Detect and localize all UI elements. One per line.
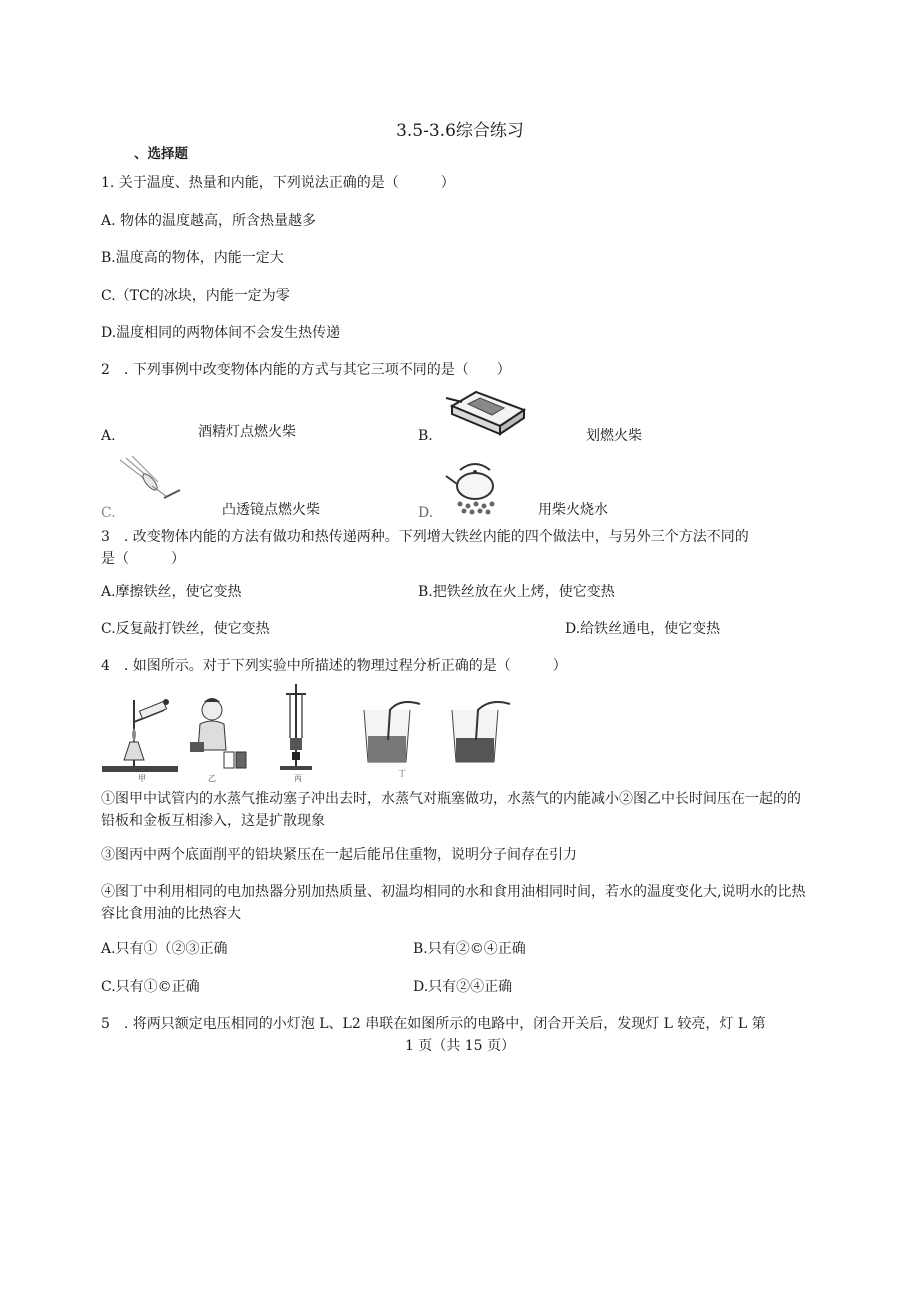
fig-label-jia: 甲 [138, 774, 146, 783]
q1-option-d: D.温度相同的两物体间不会发生热传递 [101, 325, 341, 341]
q4-statement-3: ③图丙中两个底面削平的铅块紧压在一起后能吊住重物，说明分子间存在引力 [101, 847, 577, 863]
q2-option-a-text: 酒精灯点燃火柴 [198, 424, 296, 440]
fig-label-bing: 丙 [294, 774, 302, 783]
page-footer: 1 页（共 15 页） [404, 1038, 516, 1054]
q4-option-b: B.只有②©④正确 [413, 941, 526, 957]
q4-option-a: A.只有①（②③正确 [101, 941, 228, 957]
lens-sunlight-image [116, 456, 184, 510]
q2-option-a-letter: A. [101, 428, 116, 444]
q2-option-b-text: 划燃火柴 [586, 428, 642, 444]
q2-option-b-letter: B. [418, 428, 433, 444]
q4-option-d: D.只有②④正确 [413, 979, 513, 995]
q2-stem: 2 . 下列事例中改变物体内能的方式与其它三项不同的是（ ） [101, 362, 511, 378]
q4-option-c: C.只有①©正确 [101, 979, 200, 995]
fig-jia-apparatus [102, 699, 178, 772]
fig-label-ding: 丁 [398, 769, 406, 778]
q1-option-a: A. 物体的温度越高，所含热量越多 [101, 213, 317, 229]
q4-statement-1-2: ①图甲中试管内的水蒸气推动塞子冲出去时，水蒸气对瓶塞做功，水蒸气的内能减小②图乙中长时间压在一起的的铅板和金板互相渗入，这是扩散现象 [101, 791, 801, 829]
q4-experiment-figure [100, 680, 520, 784]
fig-label-yi: 乙 [208, 774, 216, 783]
kettle-fire-image [442, 456, 508, 516]
q4-statement-4: ④图丁中利用相同的电加热器分别加热质量、初温均相同的水和食用油相同时间，若水的温度变化大,说明水的比热容比食用油的比热容大 [101, 884, 806, 922]
fig-yi-person [190, 698, 246, 768]
q2-option-c-letter: C. [101, 505, 116, 521]
fig-ding-beakers [364, 702, 510, 762]
section-heading: 、选择题 [134, 146, 188, 162]
q2-option-c-text: 凸透镜点燃火柴 [222, 502, 320, 518]
matchbox-image [446, 388, 528, 440]
q3-option-c: C.反复敲打铁丝，使它变热 [101, 621, 270, 637]
q2-option-d-letter: D. [418, 505, 434, 521]
q3-option-b: B.把铁丝放在火上烤，使它变热 [418, 584, 615, 600]
q3-stem-line1: 3 . 改变物体内能的方法有做功和热传递两种。下列增大铁丝内能的四个做法中，与另外三个方法不同的 [101, 529, 749, 545]
fig-bing-lead-blocks [280, 684, 312, 770]
q3-stem-line2: 是（ ） [101, 551, 185, 567]
q1-stem: 1. 关于温度、热量和内能，下列说法正确的是（ ） [101, 175, 455, 191]
q5-stem: 5 . 将两只额定电压相同的小灯泡 L、L2 串联在如图所示的电路中，闭合开关后，发现灯 L 较亮，灯 L 第 [101, 1016, 766, 1032]
q4-stem: 4 . 如图所示。对于下列实验中所描述的物理过程分析正确的是（ ） [101, 658, 567, 674]
q2-option-d-text: 用柴火烧水 [538, 502, 608, 518]
q1-option-b: B.温度高的物体，内能一定大 [101, 250, 284, 266]
q3-option-a: A.摩擦铁丝，使它变热 [101, 584, 242, 600]
q3-option-d: D.给铁丝通电，使它变热 [565, 621, 721, 637]
q1-option-c: C.（TC的冰块，内能一定为零 [101, 288, 290, 304]
page-title: 3.5-3.6综合练习 [396, 121, 524, 141]
